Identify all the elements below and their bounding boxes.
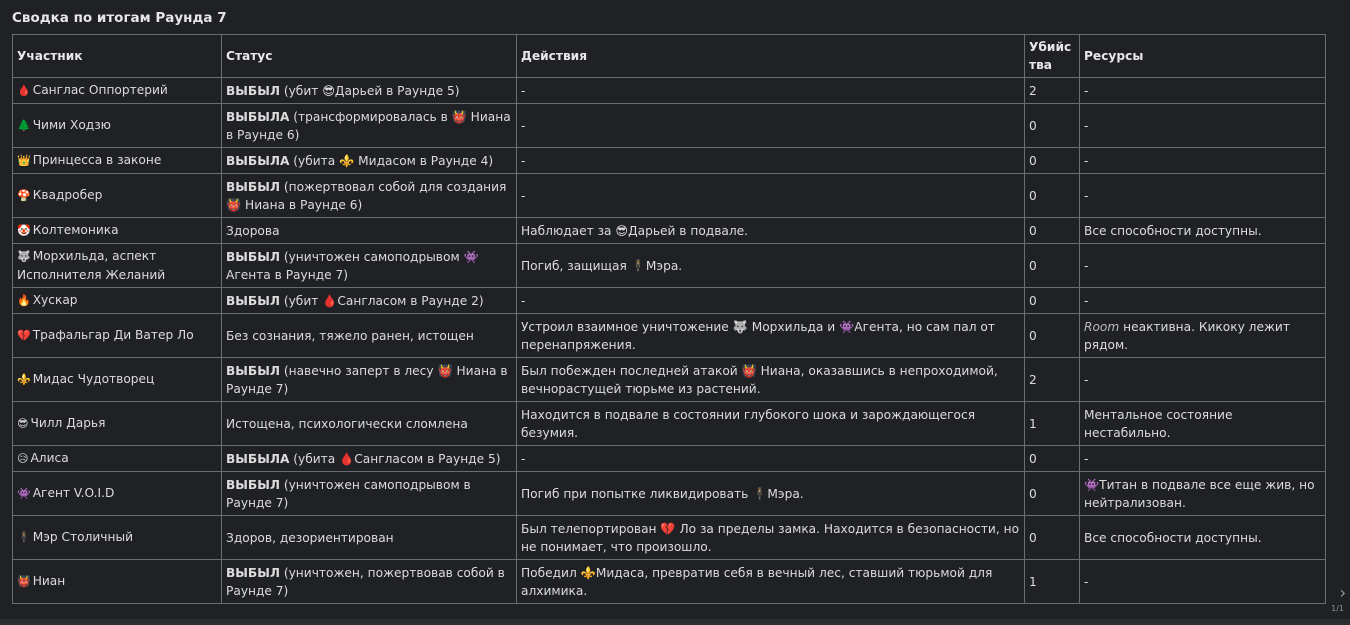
table-row xyxy=(13,358,1326,402)
participant-icon: 👑 xyxy=(17,154,31,167)
participant-cell xyxy=(13,218,222,244)
actions-cell xyxy=(517,244,1025,288)
column-header-resources: Ресурсы xyxy=(1080,35,1326,78)
actions-text: Был побежден последней атакой 👹 Ниана, оказавшись в непроходимой, вечнорастущей тюрьме из растений. xyxy=(521,363,998,396)
participant-name: Хускар xyxy=(32,293,78,307)
kills-value: 0 xyxy=(1029,451,1037,466)
kills-cell xyxy=(1025,516,1080,560)
status-flag: ВЫБЫЛА xyxy=(226,451,290,466)
table-row xyxy=(13,472,1326,516)
participant-name: Санглас Оппортерий xyxy=(32,83,168,97)
kills-value: 0 xyxy=(1029,223,1037,238)
actions-text: Был телепортирован 💔 Ло за пределы замка. Находится в безопасности, но не понимает, что произошло. xyxy=(521,521,1020,554)
participant-icon: 🤡 xyxy=(17,224,31,237)
summary-table xyxy=(12,34,1326,604)
participant-cell xyxy=(13,148,222,174)
participant-name: Алиса xyxy=(30,451,69,465)
participant-cell xyxy=(13,104,222,148)
participant-icon: ⚜️ xyxy=(17,373,31,386)
participant-cell xyxy=(13,174,222,218)
kills-value: 1 xyxy=(1029,416,1037,431)
table-row xyxy=(13,244,1326,288)
status-cell xyxy=(222,358,517,402)
column-header-actions: Действия xyxy=(517,35,1025,78)
table-row xyxy=(13,288,1326,314)
status-cell xyxy=(222,148,517,174)
participant-icon: 🔥 xyxy=(17,294,31,307)
actions-cell xyxy=(517,560,1025,604)
actions-cell xyxy=(517,402,1025,446)
status-cell xyxy=(222,516,517,560)
kills-value: 2 xyxy=(1029,83,1037,98)
participant-name: Чилл Дарья xyxy=(30,416,106,430)
resources-cell xyxy=(1080,104,1326,148)
participant-icon: 😥 xyxy=(17,452,29,465)
status-flag: ВЫБЫЛ xyxy=(226,83,280,98)
status-cell xyxy=(222,218,517,244)
status-flag: ВЫБЫЛ xyxy=(226,565,280,580)
participant-name: Квадробер xyxy=(32,188,103,202)
resources-text: 👾Титан в подвале все еще жив, но нейтрализован. xyxy=(1084,477,1315,510)
kills-cell xyxy=(1025,104,1080,148)
kills-value: 0 xyxy=(1029,153,1037,168)
participant-cell xyxy=(13,560,222,604)
resources-cell xyxy=(1080,402,1326,446)
resources-cell xyxy=(1080,314,1326,358)
resources-cell xyxy=(1080,218,1326,244)
resources-cell xyxy=(1080,78,1326,104)
kills-cell xyxy=(1025,446,1080,472)
table-row xyxy=(13,174,1326,218)
resources-text: - xyxy=(1084,118,1089,133)
resources-cell xyxy=(1080,288,1326,314)
status-cell xyxy=(222,402,517,446)
column-header-participant: Участник xyxy=(13,35,222,78)
actions-cell xyxy=(517,104,1025,148)
status-text: (убит 🩸Сангласом в Раунде 2) xyxy=(279,293,484,308)
participant-cell xyxy=(13,472,222,516)
participant-cell xyxy=(13,402,222,446)
kills-cell xyxy=(1025,560,1080,604)
status-cell xyxy=(222,104,517,148)
participant-name: Мэр Столичный xyxy=(32,530,134,544)
bottom-bar xyxy=(0,619,1350,625)
kills-cell xyxy=(1025,288,1080,314)
column-header-status: Статус xyxy=(222,35,517,78)
actions-cell xyxy=(517,516,1025,560)
participant-name: Агент V.O.I.D xyxy=(32,486,115,500)
status-text: (убита 🩸Сангласом в Раунде 5) xyxy=(289,451,501,466)
kills-cell xyxy=(1025,148,1080,174)
resources-cell xyxy=(1080,358,1326,402)
page-indicator: 1/1 xyxy=(1331,604,1344,613)
status-flag: ВЫБЫЛ xyxy=(226,363,280,378)
status-flag: ВЫБЫЛ xyxy=(226,249,280,264)
resources-cell xyxy=(1080,516,1326,560)
kills-value: 0 xyxy=(1029,188,1037,203)
resources-cell xyxy=(1080,446,1326,472)
kills-cell xyxy=(1025,472,1080,516)
status-flag: ВЫБЫЛ xyxy=(226,293,280,308)
kills-value: 0 xyxy=(1029,258,1037,273)
actions-cell xyxy=(517,314,1025,358)
status-cell xyxy=(222,560,517,604)
status-text: (убит 😎Дарьей в Раунде 5) xyxy=(279,83,460,98)
status-cell xyxy=(222,244,517,288)
participant-icon: 🐺 xyxy=(17,250,31,263)
table-row xyxy=(13,148,1326,174)
table-row xyxy=(13,218,1326,244)
kills-value: 0 xyxy=(1029,293,1037,308)
status-cell xyxy=(222,314,517,358)
status-cell xyxy=(222,472,517,516)
actions-text: - xyxy=(521,118,526,133)
participant-name: Принцесса в законе xyxy=(32,153,162,167)
participant-icon: 🩸 xyxy=(17,84,31,97)
kills-value: 0 xyxy=(1029,118,1037,133)
participant-cell xyxy=(13,516,222,560)
kills-cell xyxy=(1025,174,1080,218)
resources-text: - xyxy=(1084,258,1089,273)
status-flag: ВЫБЫЛ xyxy=(226,179,280,194)
kills-cell xyxy=(1025,218,1080,244)
status-text: Без сознания, тяжело ранен, истощен xyxy=(226,328,474,343)
status-cell xyxy=(222,78,517,104)
status-text: (пожертвовал собой для создания 👹 Ниана в Раунде 6) xyxy=(226,179,507,212)
actions-cell xyxy=(517,446,1025,472)
table-row xyxy=(13,402,1326,446)
status-text: (уничтожен, пожертвовав собой в Раунде 7) xyxy=(226,565,505,598)
actions-text: Устроил взаимное уничтожение 🐺 Морхильда и 👾Агента, но сам пал от перенапряжения. xyxy=(521,319,995,352)
page-title: Сводка по итогам Раунда 7 xyxy=(12,10,227,26)
participant-icon: 👾 xyxy=(17,487,31,500)
actions-cell xyxy=(517,174,1025,218)
actions-text: - xyxy=(521,451,526,466)
status-cell xyxy=(222,174,517,218)
participant-name: Морхильда, аспект Исполнителя Желаний xyxy=(17,249,166,282)
status-text: Здорова xyxy=(226,223,280,238)
participant-name: Колтемоника xyxy=(32,223,119,237)
resources-text: - xyxy=(1084,293,1089,308)
kills-cell xyxy=(1025,358,1080,402)
table-row xyxy=(13,78,1326,104)
kills-cell xyxy=(1025,244,1080,288)
actions-text: Победил ⚜️Мидаса, превратив себя в вечный лес, ставший тюрьмой для алхимика. xyxy=(521,565,993,598)
actions-cell xyxy=(517,78,1025,104)
chevron-right-icon[interactable]: › xyxy=(1339,583,1346,602)
actions-text: Погиб при попытке ликвидировать 🕴️Мэра. xyxy=(521,486,804,501)
kills-value: 1 xyxy=(1029,574,1037,589)
status-text: (уничтожен самоподрывом 👾 Агента в Раунде 7) xyxy=(226,249,479,282)
participant-name: Мидас Чудотворец xyxy=(32,372,155,386)
actions-cell xyxy=(517,288,1025,314)
resources-text: - xyxy=(1084,574,1089,589)
participant-cell xyxy=(13,314,222,358)
status-flag: ВЫБЫЛА xyxy=(226,109,290,124)
participant-icon: 🕴️ xyxy=(17,531,31,544)
kills-value: 0 xyxy=(1029,486,1037,501)
participant-cell xyxy=(13,244,222,288)
status-text: (навечно заперт в лесу 👹 Ниана в Раунде 7) xyxy=(226,363,508,396)
status-cell xyxy=(222,446,517,472)
status-text: Истощена, психологически сломлена xyxy=(226,416,468,431)
participant-icon: 🌲 xyxy=(17,119,31,132)
table-body xyxy=(13,78,1326,604)
actions-cell xyxy=(517,358,1025,402)
column-header-kills: Убийс тва xyxy=(1025,35,1080,78)
status-flag: ВЫБЫЛА xyxy=(226,153,290,168)
status-text: (трансформировалась в 👹 Ниана в Раунде 6) xyxy=(226,109,511,142)
status-text: (убита ⚜️ Мидасом в Раунде 4) xyxy=(289,153,494,168)
participant-name: Чими Ходзю xyxy=(32,118,111,132)
participant-icon: 🍄 xyxy=(17,189,31,202)
kills-value: 0 xyxy=(1029,328,1037,343)
participant-icon: 👹 xyxy=(17,575,31,588)
participant-cell xyxy=(13,78,222,104)
table-row xyxy=(13,446,1326,472)
resources-text: - xyxy=(1084,83,1089,98)
actions-text: Погиб, защищая 🕴️Мэра. xyxy=(521,258,683,273)
kills-cell xyxy=(1025,314,1080,358)
actions-cell xyxy=(517,148,1025,174)
resources-text: неактивна. Кикоку лежит рядом. xyxy=(1084,319,1290,352)
resources-text: Все способности доступны. xyxy=(1084,530,1262,545)
kills-cell xyxy=(1025,402,1080,446)
actions-text: - xyxy=(521,153,526,168)
status-text: Здоров, дезориентирован xyxy=(226,530,394,545)
kills-value: 0 xyxy=(1029,530,1037,545)
participant-cell xyxy=(13,288,222,314)
resources-cell xyxy=(1080,244,1326,288)
actions-cell xyxy=(517,472,1025,516)
resources-text: - xyxy=(1084,153,1089,168)
resources-text: - xyxy=(1084,451,1089,466)
resources-text: Ментальное состояние нестабильно. xyxy=(1084,407,1233,440)
resources-text: - xyxy=(1084,188,1089,203)
status-text: (уничтожен самоподрывом в Раунде 7) xyxy=(226,477,471,510)
actions-text: - xyxy=(521,188,526,203)
kills-cell xyxy=(1025,78,1080,104)
actions-text: Находится в подвале в состоянии глубокого шока и зарождающегося безумия. xyxy=(521,407,976,440)
table-row xyxy=(13,104,1326,148)
participant-cell xyxy=(13,446,222,472)
participant-name: Трафальгар Ди Ватер Ло xyxy=(32,328,194,342)
table-row xyxy=(13,314,1326,358)
actions-cell xyxy=(517,218,1025,244)
kills-value: 2 xyxy=(1029,372,1037,387)
status-flag: ВЫБЫЛ xyxy=(226,477,280,492)
table-row xyxy=(13,560,1326,604)
resources-cell xyxy=(1080,174,1326,218)
participant-name: Ниан xyxy=(32,574,66,588)
table-header-row xyxy=(13,35,1326,78)
resources-cell xyxy=(1080,472,1326,516)
participant-icon: 💔 xyxy=(17,329,31,342)
actions-text: - xyxy=(521,293,526,308)
resources-text: Все способности доступны. xyxy=(1084,223,1262,238)
resources-cell xyxy=(1080,148,1326,174)
participant-cell xyxy=(13,358,222,402)
resources-cell xyxy=(1080,560,1326,604)
resources-emphasis: Room xyxy=(1084,319,1120,334)
resources-text: - xyxy=(1084,372,1089,387)
participant-icon: 😎 xyxy=(17,417,29,430)
actions-text: Наблюдает за 😎Дарьей в подвале. xyxy=(521,223,749,238)
table-row xyxy=(13,516,1326,560)
status-cell xyxy=(222,288,517,314)
actions-text: - xyxy=(521,83,526,98)
